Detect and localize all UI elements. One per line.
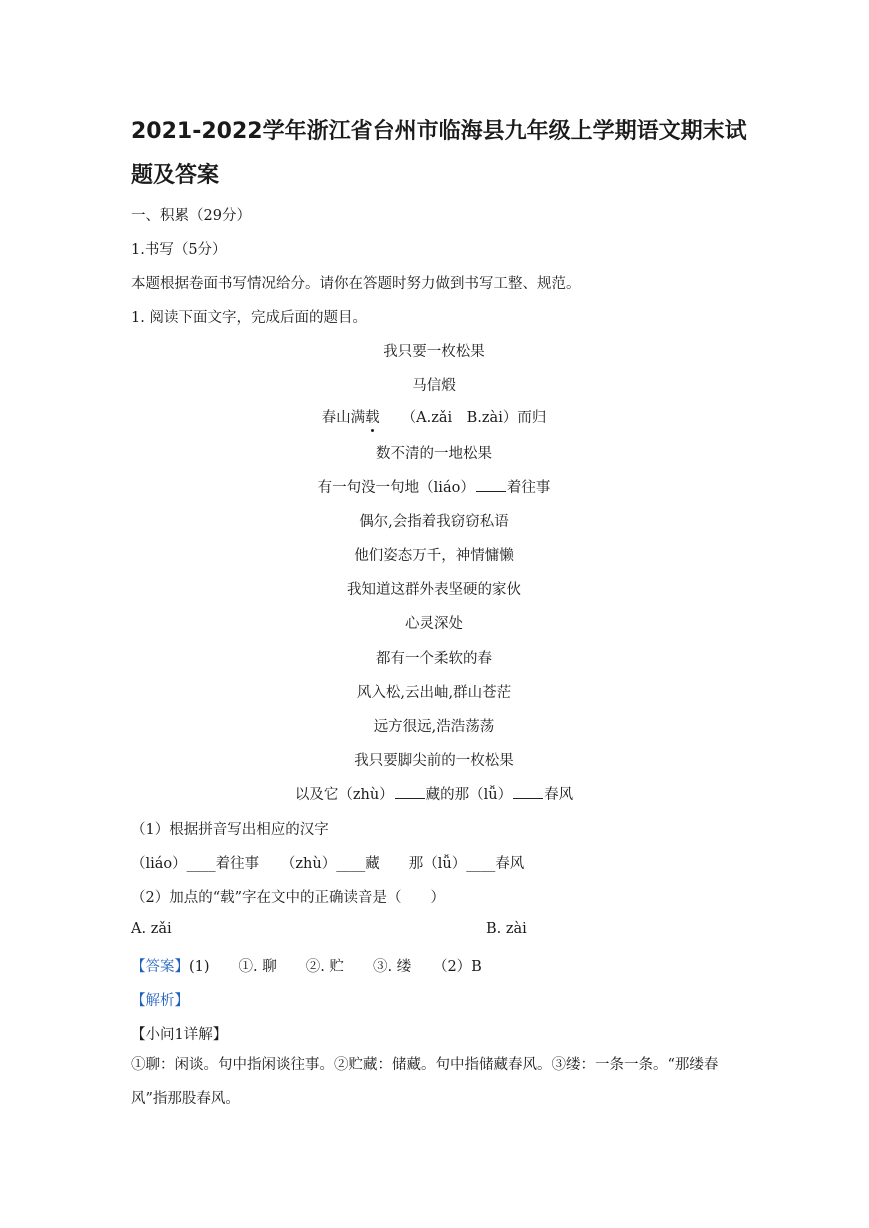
poem-line-1-post: 而归	[517, 410, 547, 426]
poem-line-9: 风入松,云出岫,群山苍茫	[356, 685, 512, 701]
poem-line-3-post: 着往事	[506, 480, 551, 496]
answer-text: (1) ①. 聊 ②. 贮 ③. 缕 （2）B	[189, 959, 482, 975]
question-reading: 1. 阅读下面文字，完成后面的题目。	[131, 310, 367, 326]
question-writing: 1.书写（5分）	[131, 242, 227, 258]
answer-line	[131, 955, 482, 976]
section-heading: 一、积累（29分）	[131, 208, 251, 224]
subquestion-2: （2）加点的“载”字在文中的正确读音是（ ）	[131, 890, 446, 906]
poem-line-2: 数不清的一地松果	[376, 446, 492, 462]
poem-line-1-pre: 春山满	[321, 410, 366, 426]
poem-line-3-pre: 有一句没一句地（liáo）	[317, 480, 475, 496]
poem-line-5: 他们姿态万千，神情慵懒	[354, 548, 514, 564]
fill-blank	[476, 490, 506, 492]
poem-line-8: 都有一个柔软的春	[376, 651, 492, 667]
detail-label: 【小问1详解】	[131, 1027, 228, 1043]
poem-line-1	[131, 406, 737, 427]
poem-line-11: 我只要脚尖前的一枚松果	[354, 753, 514, 769]
poem-line-3	[131, 476, 737, 497]
option-b: B. zài	[486, 921, 527, 937]
poem-line-6: 我知道这群外表坚硬的家伙	[347, 582, 521, 598]
poem-line-12-a: 以及它（zhù）	[294, 787, 394, 803]
option-a: A. zǎi	[131, 921, 172, 937]
poem-line-10: 远方很远,浩浩荡荡	[373, 719, 495, 735]
poem-line-4: 偶尔,会指着我窃窃私语	[359, 514, 509, 530]
poem-line-12-c: 春风	[544, 787, 574, 803]
analysis-label: 【解析】	[131, 993, 189, 1009]
question-writing-desc: 本题根据卷面书写情况给分。请你在答题时努力做到书写工整、规范。	[131, 276, 581, 292]
subquestion-1: （1）根据拼音写出相应的汉字	[131, 822, 329, 838]
poem-line-1-options: （A.zǎi B.zài）	[401, 410, 518, 426]
detail-text: ①聊：闲谈。句中指闲谈往事。②贮藏：储藏。句中指储藏春风。③缕：一条一条。“那缕春风”指那股春风。	[131, 1057, 719, 1107]
subquestion-1-blanks: （liáo）____着往事 （zhù）____藏 那（lǚ）____春风	[131, 856, 525, 872]
poem-line-12	[131, 783, 737, 804]
dotted-char: 载	[365, 410, 380, 426]
poem-line-12-b: 藏的那（lǚ）	[425, 787, 513, 803]
document-title: 2021-2022学年浙江省台州市临海县九年级上学期语文期末试题及答案	[131, 119, 747, 188]
fill-blank	[513, 797, 543, 799]
poem-author: 马信煅	[412, 378, 456, 394]
poem-title: 我只要一枚松果	[383, 344, 485, 360]
fill-blank	[395, 797, 425, 799]
poem-line-7: 心灵深处	[405, 616, 463, 632]
answer-label: 【答案】	[131, 959, 189, 975]
